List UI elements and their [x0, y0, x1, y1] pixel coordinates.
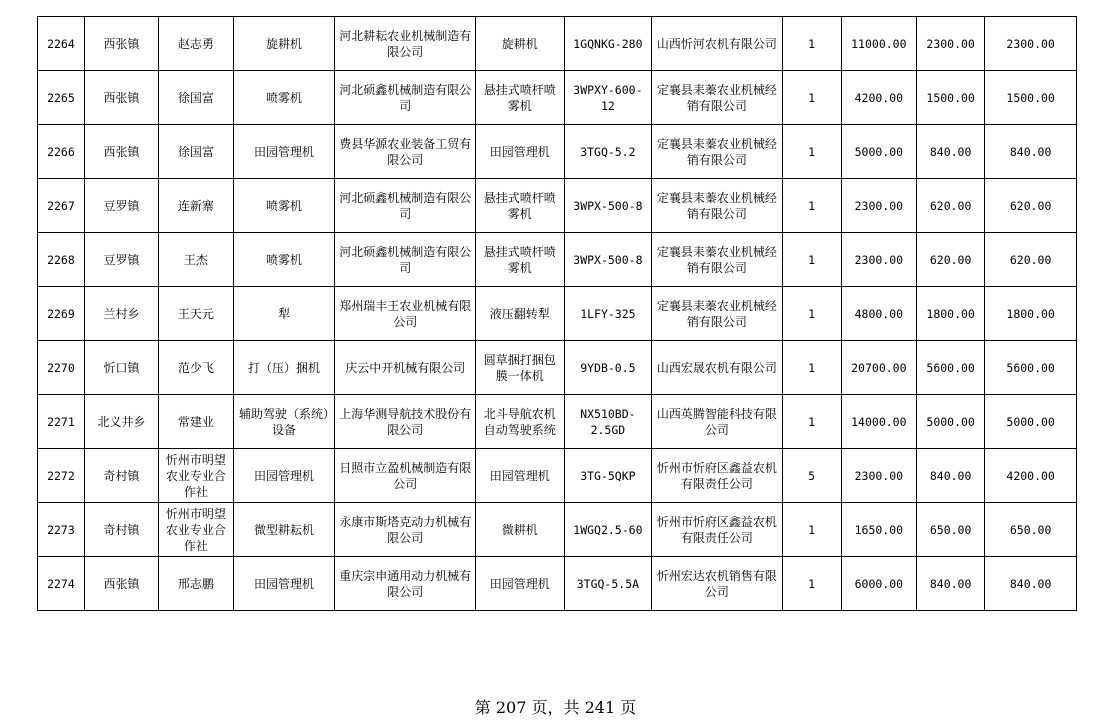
cell-product-name: 北斗导航农机自动驾驶系统	[475, 395, 564, 449]
cell-manufacturer: 庆云中开机械有限公司	[335, 341, 476, 395]
cell-serial-number: 2273	[38, 503, 85, 557]
cell-manufacturer: 永康市斯塔克动力机械有限公司	[335, 503, 476, 557]
cell-unit-subsidy: 840.00	[917, 125, 985, 179]
cell-buyer-name: 忻州市明望农业专业合作社	[159, 503, 233, 557]
cell-buyer-name: 徐国富	[159, 71, 233, 125]
cell-manufacturer: 重庆宗申通用动力机械有限公司	[335, 557, 476, 611]
cell-dealer: 山西英腾智能科技有限公司	[652, 395, 782, 449]
cell-sale-price: 2300.00	[841, 233, 916, 287]
cell-buyer-name: 徐国富	[159, 125, 233, 179]
cell-product-name: 田园管理机	[475, 125, 564, 179]
cell-total-subsidy: 840.00	[985, 125, 1077, 179]
cell-buyer-name: 邢志鹏	[159, 557, 233, 611]
cell-quantity: 1	[782, 179, 841, 233]
cell-sale-price: 20700.00	[841, 341, 916, 395]
cell-machine-category: 喷雾机	[233, 233, 335, 287]
cell-unit-subsidy: 1500.00	[917, 71, 985, 125]
cell-product-name: 悬挂式喷杆喷雾机	[475, 233, 564, 287]
cell-unit-subsidy: 1800.00	[917, 287, 985, 341]
cell-dealer: 定襄县耒蓁农业机械经销有限公司	[652, 233, 782, 287]
cell-unit-subsidy: 840.00	[917, 449, 985, 503]
cell-sale-price: 2300.00	[841, 449, 916, 503]
cell-machine-category: 旋耕机	[233, 17, 335, 71]
cell-machine-category: 喷雾机	[233, 71, 335, 125]
cell-manufacturer: 河北耕耘农业机械制造有限公司	[335, 17, 476, 71]
cell-total-subsidy: 5000.00	[985, 395, 1077, 449]
cell-township: 忻口镇	[84, 341, 158, 395]
cell-buyer-name: 范少飞	[159, 341, 233, 395]
cell-township: 奇村镇	[84, 449, 158, 503]
cell-model-number: 3WPXY-600-12	[564, 71, 652, 125]
cell-model-number: 3WPX-500-8	[564, 233, 652, 287]
cell-dealer: 定襄县耒蓁农业机械经销有限公司	[652, 125, 782, 179]
cell-township: 西张镇	[84, 17, 158, 71]
cell-serial-number: 2264	[38, 17, 85, 71]
page-footer: 第 207 页，共 241 页	[474, 698, 637, 717]
cell-model-number: 3TGQ-5.2	[564, 125, 652, 179]
cell-machine-category: 打（压）捆机	[233, 341, 335, 395]
cell-buyer-name: 连新寨	[159, 179, 233, 233]
cell-total-subsidy: 4200.00	[985, 449, 1077, 503]
cell-total-subsidy: 840.00	[985, 557, 1077, 611]
cell-model-number: 3TG-5QKP	[564, 449, 652, 503]
cell-buyer-name: 常建业	[159, 395, 233, 449]
cell-model-number: 1WGQ2.5-60	[564, 503, 652, 557]
cell-township: 北义井乡	[84, 395, 158, 449]
cell-serial-number: 2269	[38, 287, 85, 341]
cell-quantity: 1	[782, 125, 841, 179]
cell-sale-price: 14000.00	[841, 395, 916, 449]
cell-machine-category: 犁	[233, 287, 335, 341]
cell-sale-price: 4200.00	[841, 71, 916, 125]
cell-product-name: 圆草捆打捆包膜一体机	[475, 341, 564, 395]
cell-model-number: 1LFY-325	[564, 287, 652, 341]
cell-quantity: 1	[782, 287, 841, 341]
cell-product-name: 田园管理机	[475, 449, 564, 503]
cell-manufacturer: 郑州瑞丰王农业机械有限公司	[335, 287, 476, 341]
cell-product-name: 液压翻转犁	[475, 287, 564, 341]
cell-total-subsidy: 620.00	[985, 233, 1077, 287]
cell-sale-price: 5000.00	[841, 125, 916, 179]
cell-dealer: 山西宏晟农机有限公司	[652, 341, 782, 395]
cell-serial-number: 2272	[38, 449, 85, 503]
cell-quantity: 1	[782, 71, 841, 125]
cell-serial-number: 2266	[38, 125, 85, 179]
table-row	[38, 179, 1077, 233]
cell-buyer-name: 忻州市明望农业专业合作社	[159, 449, 233, 503]
cell-dealer: 定襄县耒蓁农业机械经销有限公司	[652, 287, 782, 341]
cell-unit-subsidy: 5600.00	[917, 341, 985, 395]
cell-sale-price: 4800.00	[841, 287, 916, 341]
cell-unit-subsidy: 2300.00	[917, 17, 985, 71]
table-row	[38, 557, 1077, 611]
cell-unit-subsidy: 650.00	[917, 503, 985, 557]
table-row	[38, 449, 1077, 503]
cell-dealer: 忻州市忻府区鑫益农机有限责任公司	[652, 503, 782, 557]
cell-model-number: NX510BD-2.5GD	[564, 395, 652, 449]
cell-total-subsidy: 5600.00	[985, 341, 1077, 395]
cell-sale-price: 2300.00	[841, 179, 916, 233]
cell-product-name: 悬挂式喷杆喷雾机	[475, 179, 564, 233]
cell-machine-category: 田园管理机	[233, 557, 335, 611]
cell-township: 豆罗镇	[84, 233, 158, 287]
cell-dealer: 定襄县耒蓁农业机械经销有限公司	[652, 71, 782, 125]
cell-serial-number: 2267	[38, 179, 85, 233]
cell-dealer: 定襄县耒蓁农业机械经销有限公司	[652, 179, 782, 233]
cell-township: 豆罗镇	[84, 179, 158, 233]
table-row	[38, 17, 1077, 71]
cell-manufacturer: 日照市立盈机械制造有限公司	[335, 449, 476, 503]
cell-machine-category: 喷雾机	[233, 179, 335, 233]
cell-machine-category: 田园管理机	[233, 125, 335, 179]
cell-machine-category: 辅助驾驶（系统）设备	[233, 395, 335, 449]
cell-product-name: 悬挂式喷杆喷雾机	[475, 71, 564, 125]
cell-model-number: 9YDB-0.5	[564, 341, 652, 395]
table-row	[38, 233, 1077, 287]
cell-quantity: 5	[782, 449, 841, 503]
cell-quantity: 1	[782, 17, 841, 71]
cell-unit-subsidy: 5000.00	[917, 395, 985, 449]
cell-buyer-name: 王天元	[159, 287, 233, 341]
cell-quantity: 1	[782, 503, 841, 557]
cell-total-subsidy: 2300.00	[985, 17, 1077, 71]
cell-sale-price: 1650.00	[841, 503, 916, 557]
cell-quantity: 1	[782, 341, 841, 395]
cell-quantity: 1	[782, 557, 841, 611]
table-row	[38, 395, 1077, 449]
cell-serial-number: 2268	[38, 233, 85, 287]
cell-unit-subsidy: 840.00	[917, 557, 985, 611]
cell-manufacturer: 上海华测导航技术股份有限公司	[335, 395, 476, 449]
cell-unit-subsidy: 620.00	[917, 179, 985, 233]
cell-buyer-name: 王杰	[159, 233, 233, 287]
cell-machine-category: 微型耕耘机	[233, 503, 335, 557]
cell-serial-number: 2271	[38, 395, 85, 449]
cell-buyer-name: 赵志勇	[159, 17, 233, 71]
table-row	[38, 287, 1077, 341]
cell-dealer: 山西忻河农机有限公司	[652, 17, 782, 71]
cell-unit-subsidy: 620.00	[917, 233, 985, 287]
cell-total-subsidy: 1800.00	[985, 287, 1077, 341]
subsidy-table	[37, 16, 1077, 611]
cell-total-subsidy: 650.00	[985, 503, 1077, 557]
cell-model-number: 3TGQ-5.5A	[564, 557, 652, 611]
cell-manufacturer: 费县华源农业装备工贸有限公司	[335, 125, 476, 179]
table-row	[38, 503, 1077, 557]
cell-manufacturer: 河北硕鑫机械制造有限公司	[335, 71, 476, 125]
cell-manufacturer: 河北硕鑫机械制造有限公司	[335, 179, 476, 233]
cell-township: 奇村镇	[84, 503, 158, 557]
cell-machine-category: 田园管理机	[233, 449, 335, 503]
cell-model-number: 3WPX-500-8	[564, 179, 652, 233]
cell-serial-number: 2265	[38, 71, 85, 125]
cell-product-name: 田园管理机	[475, 557, 564, 611]
cell-dealer: 忻州市忻府区鑫益农机有限责任公司	[652, 449, 782, 503]
cell-total-subsidy: 620.00	[985, 179, 1077, 233]
cell-manufacturer: 河北硕鑫机械制造有限公司	[335, 233, 476, 287]
cell-product-name: 微耕机	[475, 503, 564, 557]
cell-product-name: 旋耕机	[475, 17, 564, 71]
cell-sale-price: 11000.00	[841, 17, 916, 71]
cell-total-subsidy: 1500.00	[985, 71, 1077, 125]
cell-quantity: 1	[782, 233, 841, 287]
cell-serial-number: 2274	[38, 557, 85, 611]
cell-model-number: 1GQNKG-280	[564, 17, 652, 71]
cell-township: 西张镇	[84, 125, 158, 179]
table-row	[38, 71, 1077, 125]
cell-township: 西张镇	[84, 557, 158, 611]
table-row	[38, 341, 1077, 395]
table-row	[38, 125, 1077, 179]
cell-sale-price: 6000.00	[841, 557, 916, 611]
cell-township: 西张镇	[84, 71, 158, 125]
cell-dealer: 忻州宏达农机销售有限公司	[652, 557, 782, 611]
cell-serial-number: 2270	[38, 341, 85, 395]
cell-township: 兰村乡	[84, 287, 158, 341]
cell-quantity: 1	[782, 395, 841, 449]
